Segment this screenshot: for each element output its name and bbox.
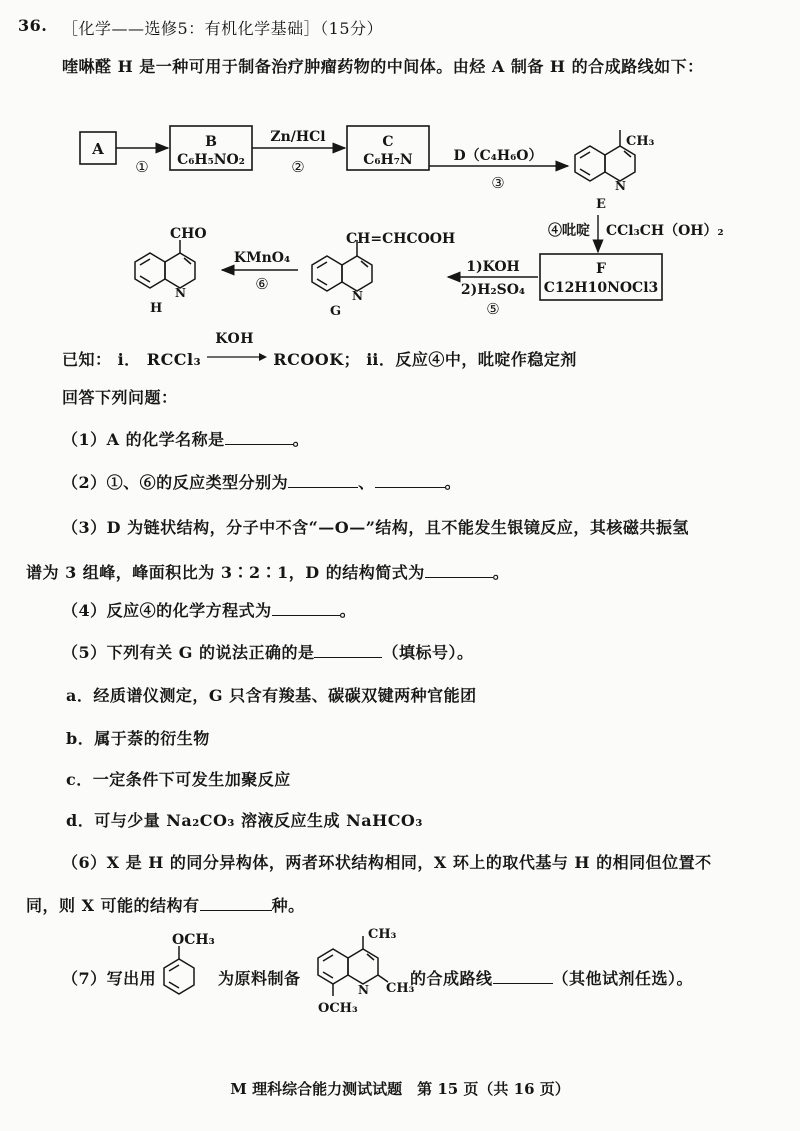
q7-part1: （7）写出用	[62, 969, 157, 988]
label-e: E	[596, 197, 606, 212]
g-substituent: CH=CHCOOH	[346, 231, 456, 247]
q3-line2	[26, 560, 509, 583]
q2-sep: 、	[358, 473, 375, 492]
q6-end: 种。	[271, 896, 305, 915]
q7-part2: 为原料制备	[218, 969, 301, 988]
ask-prompt: 回答下列问题：	[62, 388, 178, 407]
product-ch3-top: CH₃	[368, 927, 397, 942]
anisole-och3: OCH₃	[172, 932, 215, 948]
formula-f: C12H10NOCl3	[543, 280, 659, 296]
q2-text: （2）①、⑥的反应类型分别为	[62, 473, 289, 492]
q7-part4: （其他试剂任选）。	[552, 969, 694, 988]
q5-blank[interactable]	[314, 643, 382, 658]
reagent-2: Zn/HCl	[270, 129, 326, 145]
q4	[62, 598, 356, 621]
reagent-4a: ④吡啶	[548, 223, 590, 239]
known-arrow	[207, 331, 267, 365]
h-nitrogen: N	[175, 286, 186, 300]
step-3: ③	[491, 174, 505, 192]
label-b: B	[205, 134, 217, 150]
label-g: G	[330, 304, 342, 319]
q3-blank[interactable]	[425, 563, 493, 578]
known-i-right: RCOOK；	[273, 350, 361, 369]
formula-c: C₆H₇N	[363, 152, 413, 168]
q5-option-c: c．一定条件下可发生加聚反应	[66, 770, 291, 789]
q4-text: （4）反应④的化学方程式为	[62, 601, 272, 620]
q1-blank[interactable]	[225, 430, 293, 445]
e-methyl: CH₃	[626, 134, 655, 149]
known-ii: ⅱ．反应④中，吡啶作稳定剂	[366, 350, 577, 369]
g-nitrogen: N	[352, 289, 363, 303]
q1	[62, 427, 309, 450]
q2-end: 。	[444, 473, 462, 492]
q7-part3-text: 的合成路线	[410, 969, 493, 988]
q5-option-b: b．属于萘的衍生物	[66, 729, 210, 748]
known-info	[62, 331, 577, 370]
known-i-reagent: KOH	[215, 331, 254, 347]
q1-text: （1）A 的化学名称是	[62, 430, 225, 449]
q6-text: 同，则 X 可能的结构有	[26, 896, 200, 915]
h-substituent: CHO	[170, 226, 207, 242]
product-structure	[308, 920, 418, 1030]
label-h: H	[150, 301, 163, 316]
q6-line2	[26, 893, 305, 916]
question-intro: 喹啉醛 H 是一种可用于制备治疗肿瘤药物的中间体。由烃 A 制备 H 的合成路线如下：	[62, 57, 704, 76]
q3-text: 谱为 3 组峰，峰面积比为 3∶2∶1，D 的结构简式为	[26, 563, 425, 582]
q5	[62, 640, 473, 663]
q6-blank[interactable]	[200, 896, 272, 911]
question-number: 36.	[18, 16, 48, 35]
q4-end: 。	[339, 601, 357, 620]
q6-line1: （6）X 是 H 的同分异构体，两者环状结构相同，X 环上的取代基与 H 的相同但位置不	[62, 853, 712, 872]
label-a: A	[92, 140, 104, 158]
step-6: ⑥	[255, 275, 269, 293]
product-nitrogen: N	[358, 983, 369, 997]
q2-blank-1[interactable]	[288, 473, 358, 488]
q3-line1: （3）D 为链状结构，分子中不含“—O—”结构，且不能发生银镜反应，其核磁共振氢	[62, 518, 689, 537]
product-ch3-right: CH₃	[386, 981, 415, 996]
q5-option-a: a．经质谱仪测定，G 只含有羧基、碳碳双键两种官能团	[66, 686, 477, 705]
step-1: ①	[135, 158, 149, 176]
reagent-3: D（C₄H₆O）	[453, 148, 543, 164]
known-prefix: 已知：	[62, 350, 112, 369]
q4-blank[interactable]	[272, 601, 340, 616]
anisole-structure	[150, 928, 220, 1008]
q5-text: （5）下列有关 G 的说法正确的是	[62, 643, 315, 662]
reagent-5b: 2)H₂SO₄	[460, 282, 526, 298]
q2-blank-2[interactable]	[375, 473, 445, 488]
question-title: ［化学——选修5：有机化学基础］（15分）	[62, 19, 384, 38]
q3-end: 。	[492, 563, 510, 582]
q5-end: （填标号）。	[382, 643, 474, 662]
label-c: C	[382, 134, 394, 150]
reagent-4b: CCl₃CH（OH）₂	[606, 223, 724, 239]
e-nitrogen: N	[615, 179, 626, 193]
q1-end: 。	[292, 430, 310, 449]
q7-blank[interactable]	[493, 969, 553, 984]
label-f: F	[596, 261, 606, 277]
molecule-g	[312, 240, 372, 291]
known-arrow-line	[207, 351, 267, 363]
step-5: ⑤	[486, 300, 500, 318]
known-i-label: ⅰ．	[117, 350, 141, 369]
q7-part3	[410, 966, 693, 989]
step-2: ②	[291, 158, 305, 176]
molecule-h	[135, 240, 195, 288]
reagent-5a: 1)KOH	[466, 259, 520, 275]
reagent-6: KMnO₄	[233, 250, 291, 266]
formula-b: C₆H₅NO₂	[177, 152, 245, 168]
product-och3: OCH₃	[318, 1001, 358, 1016]
page-footer: M 理科综合能力测试试题 第 15 页（共 16 页）	[230, 1080, 570, 1098]
synthesis-scheme	[0, 100, 800, 340]
q2	[62, 470, 461, 493]
known-i-left: RCCl₃	[146, 350, 202, 369]
q5-option-d: d．可与少量 Na₂CO₃ 溶液反应生成 NaHCO₃	[66, 811, 423, 830]
